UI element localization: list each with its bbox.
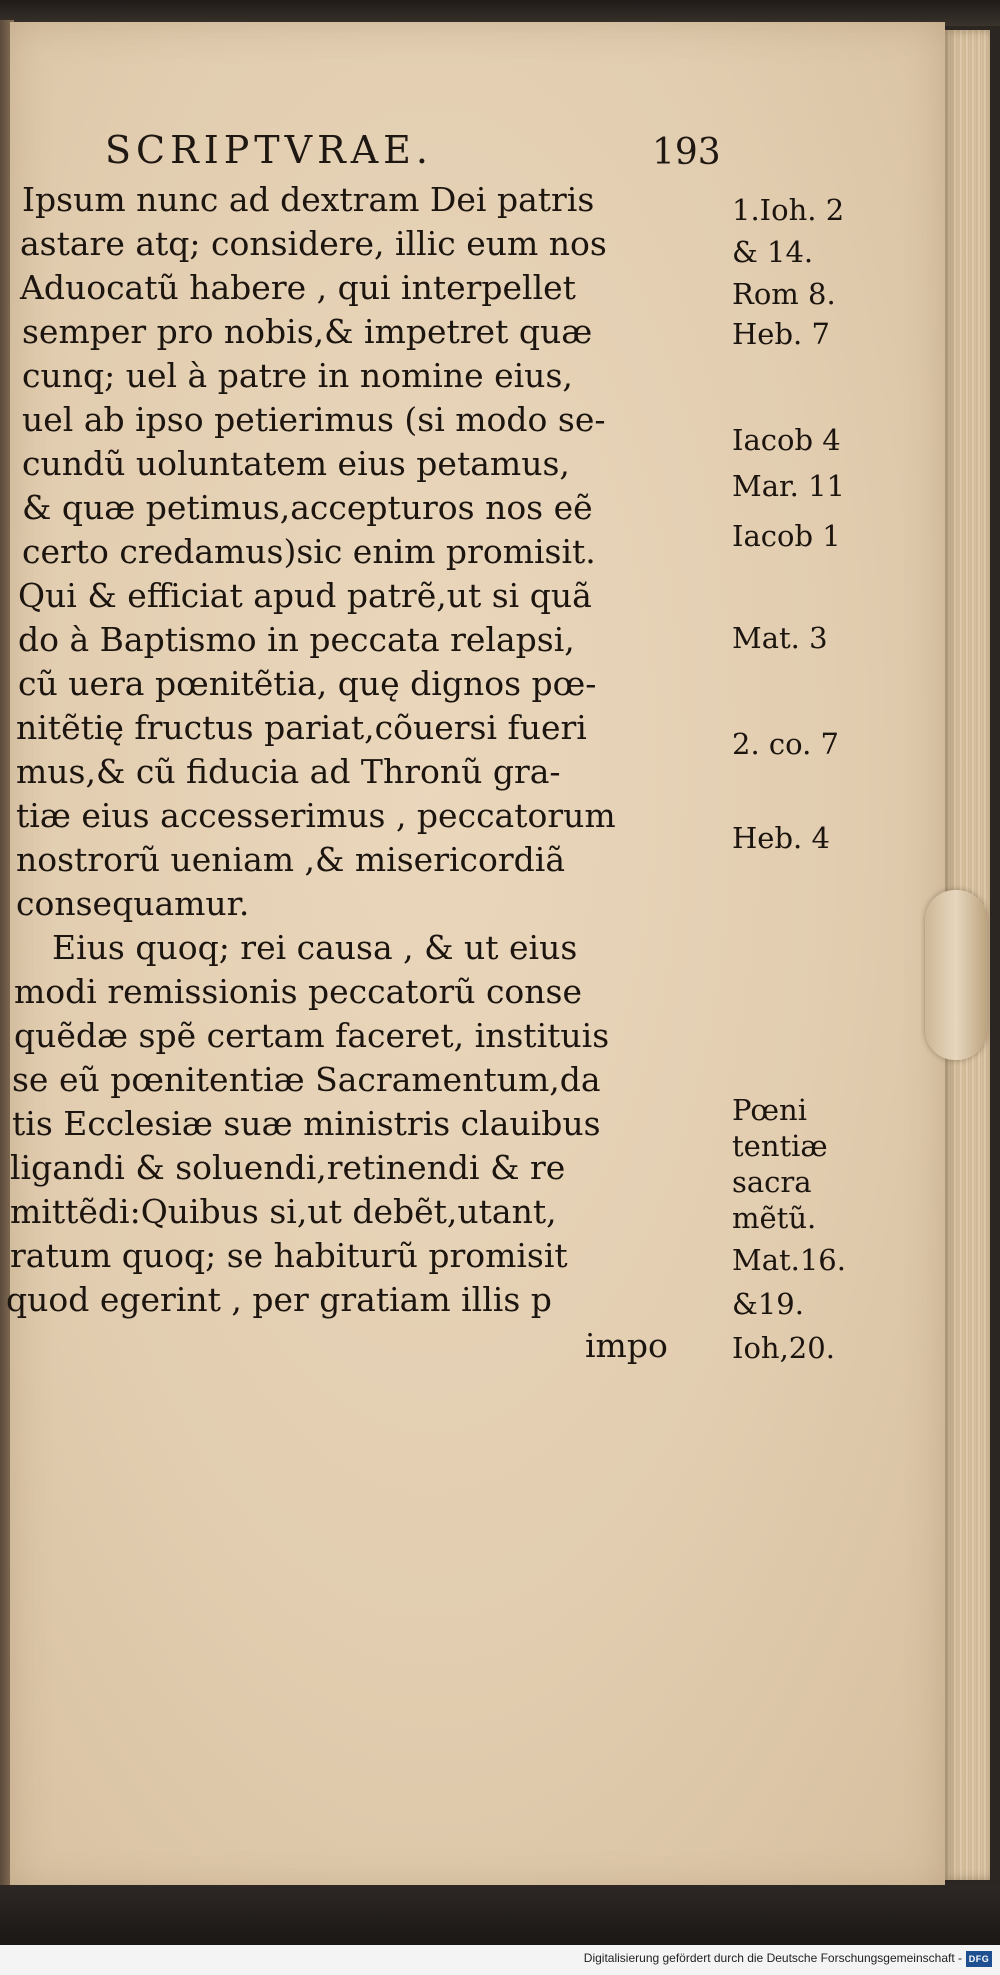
text-line: quod egerint , per gratiam illis p	[6, 1280, 552, 1319]
text-line: cunq; uel à patre in nomine eius,	[22, 356, 573, 395]
text-line: mus,& cũ fiducia ad Thronũ gra-	[16, 752, 561, 791]
margin-note: Iacob 4	[732, 423, 841, 457]
page-number: 193	[652, 132, 721, 173]
text-line: & quæ petimus,accepturos nos eẽ	[22, 488, 593, 527]
text-line: se eũ pœnitentiæ Sacramentum,da	[12, 1060, 601, 1099]
margin-note: Mat.16.	[732, 1243, 846, 1277]
margin-note: Heb. 4	[732, 821, 830, 855]
text-line: cũ uera pœnitẽtia, quę dignos pœ-	[18, 664, 597, 703]
text-line: uel ab ipso petierimus (si modo se-	[22, 400, 606, 439]
text-line: modi remissionis peccatorũ conse	[14, 972, 583, 1011]
margin-note: Rom 8.	[732, 277, 836, 311]
dfg-logo: DFG	[966, 1951, 992, 1967]
text-line: ratum quoq; se habiturũ promisit	[10, 1236, 568, 1275]
text-line: Qui & efficiat apud patrẽ,ut si quã	[18, 576, 592, 615]
margin-note: tentiæ	[732, 1129, 828, 1163]
book-bottom-edge	[0, 1885, 1000, 1945]
text-line: mittẽdi:Quibus si,ut debẽt,utant,	[10, 1192, 557, 1231]
text-line: nitẽtię fructus pariat,cõuersi fueri	[16, 708, 587, 747]
text-line: semper pro nobis,& impetret quæ	[22, 312, 593, 351]
funding-note: Digitalisierung gefördert durch die Deutsche Forschungsgemeinschaft -	[583, 1951, 962, 1965]
margin-note: Mat. 3	[732, 621, 828, 655]
text-line: tis Ecclesiæ suæ ministris clauibus	[12, 1104, 601, 1143]
margin-note: &19.	[732, 1287, 804, 1321]
margin-note: Mar. 11	[732, 469, 845, 503]
margin-note: sacra	[732, 1165, 812, 1199]
text-line: ligandi & soluendi,retinendi & re	[10, 1148, 566, 1187]
text-line: tiæ eius accesserimus , peccatorum	[16, 796, 616, 835]
margin-note: & 14.	[732, 235, 814, 269]
text-line: Ipsum nunc ad dextram Dei patris	[22, 180, 595, 219]
text-line: cundũ uoluntatem eius petamus,	[22, 444, 570, 483]
margin-note: Heb. 7	[732, 317, 830, 351]
margin-note: 1.Ioh. 2	[732, 193, 845, 227]
margin-note: mẽtũ.	[732, 1201, 817, 1235]
text-line: quẽdæ spẽ certam faceret, instituis	[14, 1016, 610, 1055]
text-line: nostrorũ ueniam ,& misericordiã	[16, 840, 565, 879]
footer-bar	[0, 1945, 1000, 1975]
text-line: consequamur.	[16, 884, 250, 923]
text-line: astare atq; considere, illic eum nos	[20, 224, 607, 263]
book-clasp	[925, 890, 987, 1060]
running-head: SCRIPTVRAE.	[105, 128, 433, 172]
text-line: Eius quoq; rei causa , & ut eius	[52, 928, 578, 967]
text-line: Aduocatũ habere , qui interpellet	[20, 268, 576, 307]
margin-note: Iacob 1	[732, 519, 841, 553]
catchword: impo	[585, 1326, 668, 1365]
margin-note: Pœni	[732, 1093, 807, 1127]
text-line: certo credamus)sic enim promisit.	[22, 532, 596, 571]
text-line: do à Baptismo in peccata relapsi,	[18, 620, 575, 659]
margin-note: Ioh,20.	[732, 1331, 835, 1365]
margin-note: 2. co. 7	[732, 727, 839, 761]
